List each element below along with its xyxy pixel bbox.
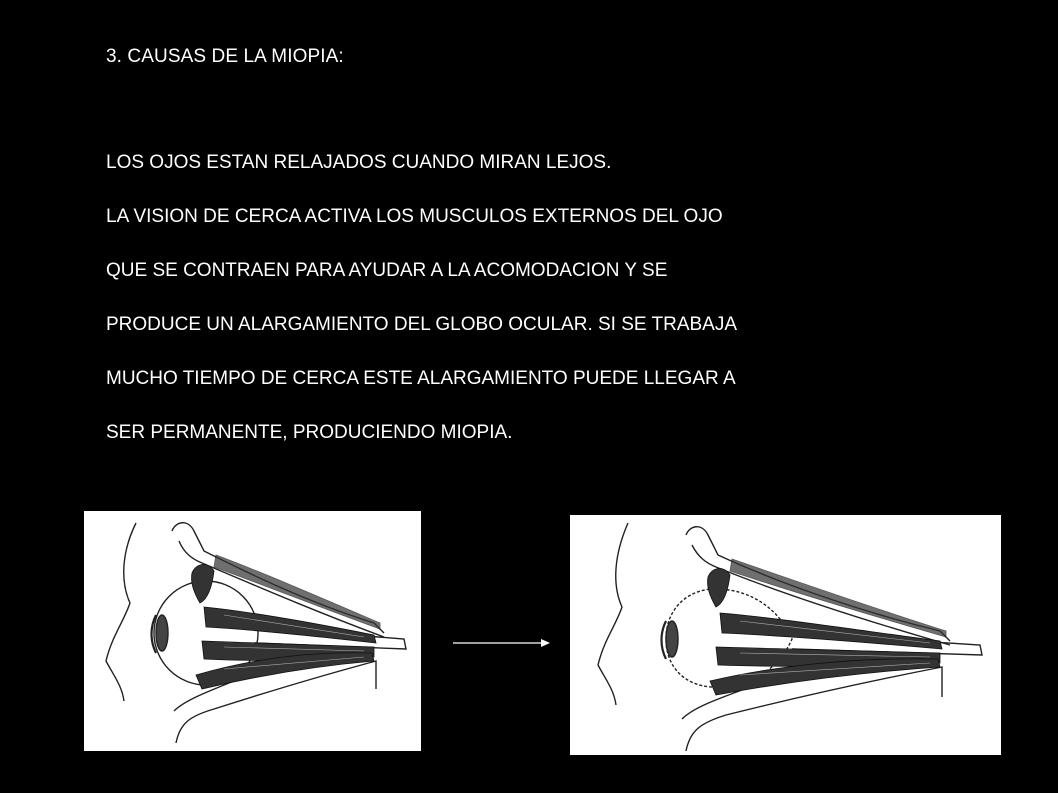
body-line-3: QUE SE CONTRAEN PARA AYUDAR A LA ACOMODACION Y SE — [106, 260, 668, 281]
eye-illustration-normal — [84, 511, 421, 751]
right-arrow-icon — [453, 636, 553, 650]
body-line-2: LA VISION DE CERCA ACTIVA LOS MUSCULOS EXTERNOS DEL OJO — [106, 206, 723, 227]
eye-illustration-elongated — [570, 515, 1001, 755]
body-line-4: PRODUCE UN ALARGAMIENTO DEL GLOBO OCULAR. SI SE TRABAJA — [106, 314, 738, 335]
body-line-5: MUCHO TIEMPO DE CERCA ESTE ALARGAMIENTO PUEDE LLEGAR A — [106, 368, 736, 389]
slide-title: 3. CAUSAS DE LA MIOPIA: — [106, 46, 344, 67]
eye-cross-section-icon — [84, 511, 421, 751]
body-text — [106, 150, 1026, 474]
body-line-1: LOS OJOS ESTAN RELAJADOS CUANDO MIRAN LEJOS. — [106, 152, 612, 173]
elongated-eye-cross-section-icon — [570, 515, 1001, 755]
body-line-6: SER PERMANENTE, PRODUCIENDO MIOPIA. — [106, 422, 513, 443]
